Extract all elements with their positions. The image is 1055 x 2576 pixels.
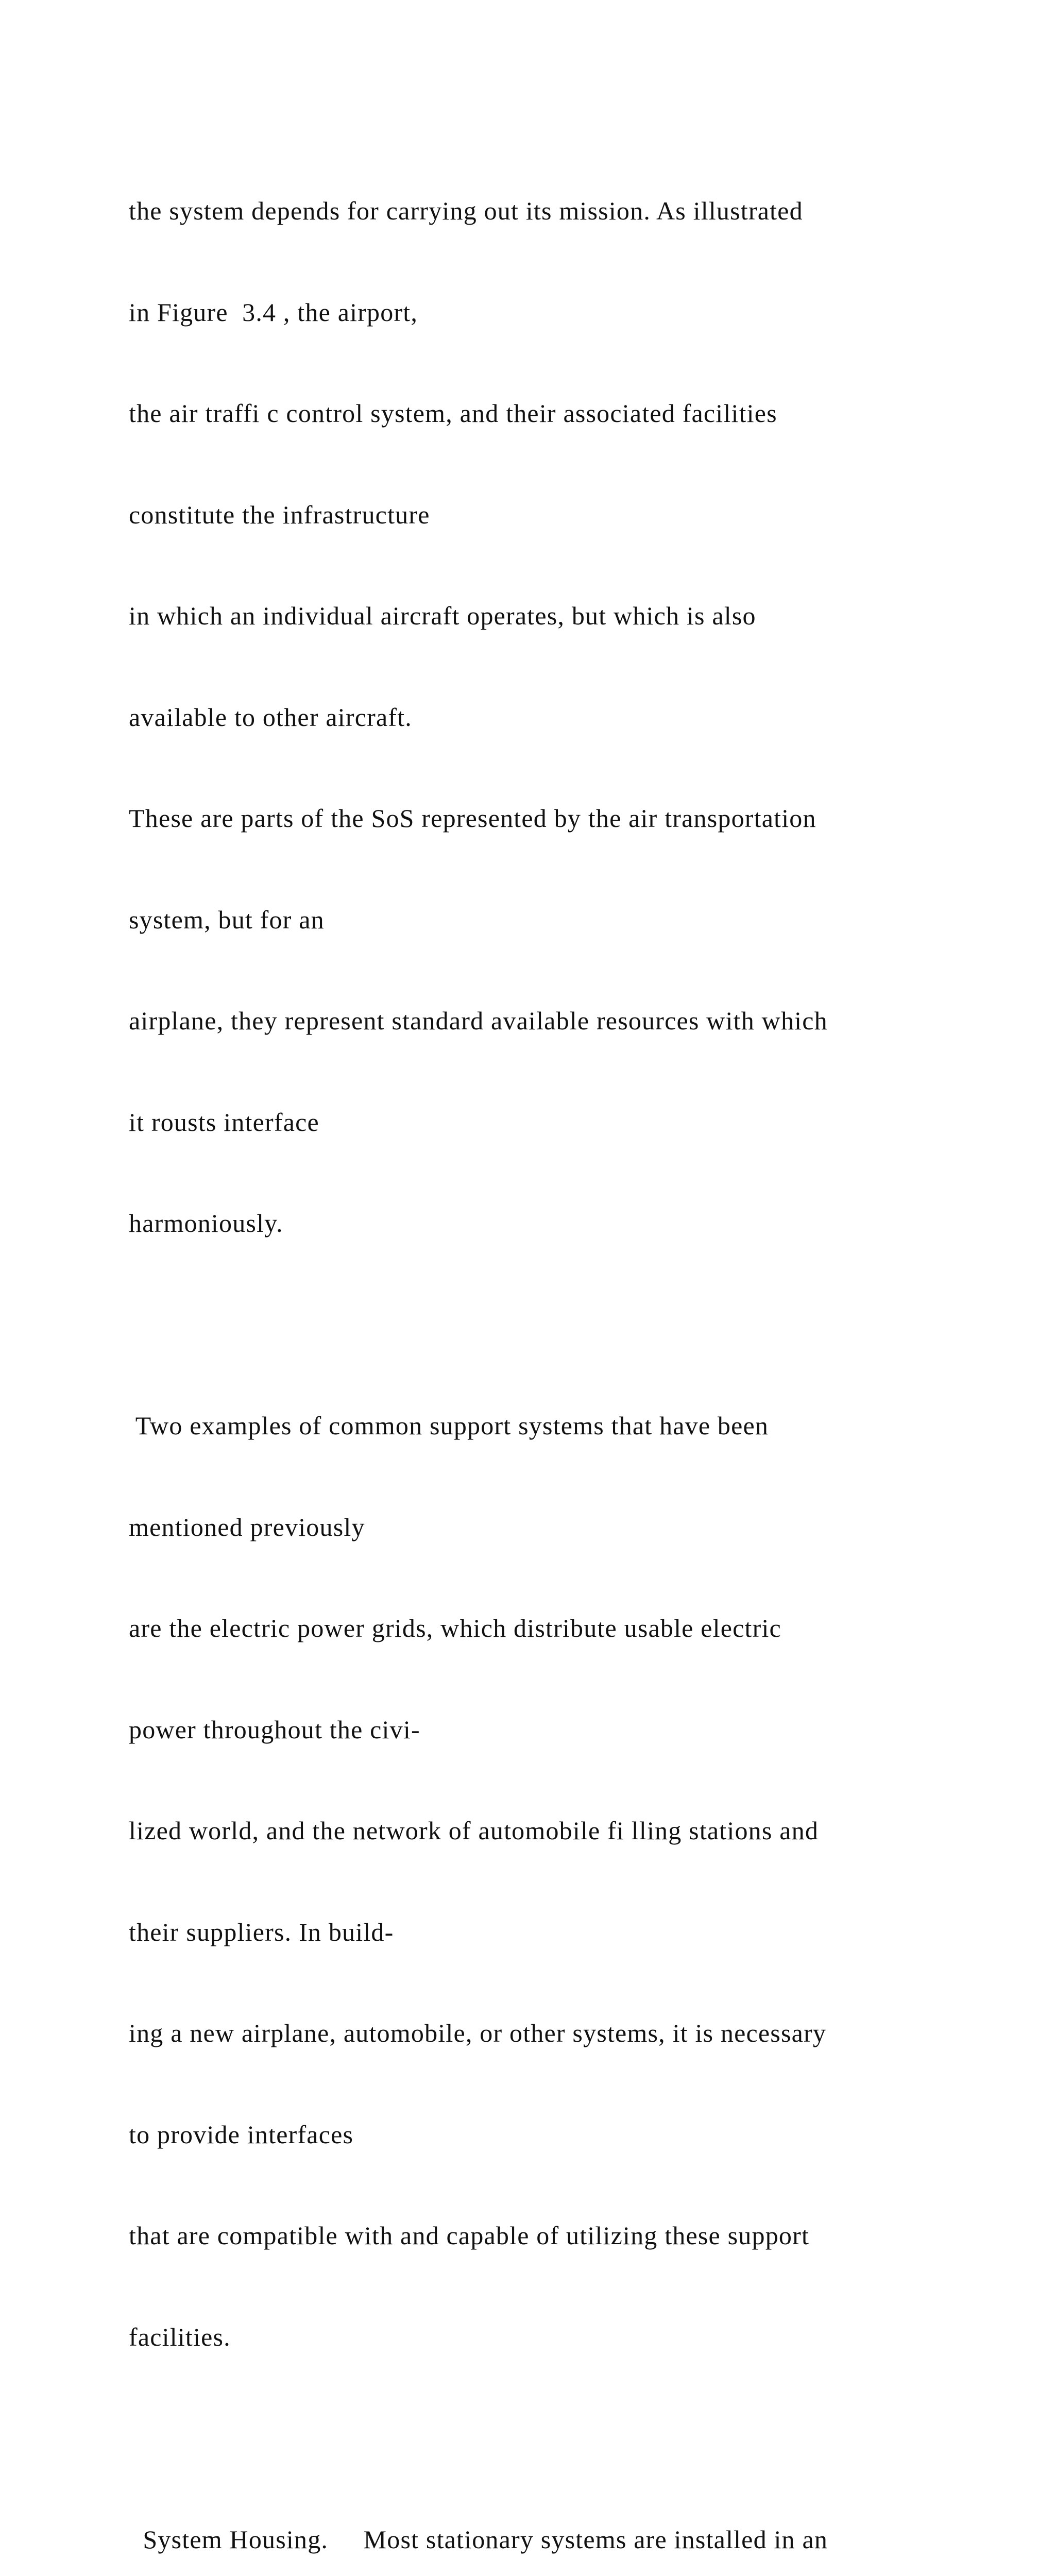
text-line: to provide interfaces <box>129 2120 354 2149</box>
text-line: ing a new airplane, automobile, or other systems, it is necessary <box>129 2019 827 2047</box>
body-text <box>129 127 1005 2576</box>
text-line: system, but for an <box>129 905 325 934</box>
text-line: that are compatible with and capable of utilizing these support <box>129 2221 810 2250</box>
text-line: System Housing. Most stationary systems are installed in an <box>129 2524 828 2554</box>
text-line: in which an individual aircraft operates, but which is also <box>129 601 756 630</box>
text-line: the air traffi c control system, and their associated facilities <box>129 399 777 428</box>
text-line: constitute the infrastructure <box>129 500 430 529</box>
text-line: Two examples of common support systems that have been <box>129 1411 769 1440</box>
paragraph-break <box>129 1308 1005 1342</box>
text-line: These are parts of the SoS represented by the air transportation <box>129 804 816 833</box>
text-line: available to other aircraft. <box>129 702 412 732</box>
text-line: facilities. <box>129 2322 231 2351</box>
text-line: power throughout the civi- <box>129 1715 420 1744</box>
text-line: the system depends for carrying out its mission. As illustrated <box>129 196 803 225</box>
paragraph-break <box>129 2421 1005 2455</box>
text-line: are the electric power grids, which distribute usable electric <box>129 1614 781 1642</box>
text-line: airplane, they represent standard available resources with which <box>129 1006 828 1035</box>
text-line: it rousts interface <box>129 1107 319 1137</box>
text-line: in Figure 3.4 , the airport, <box>129 297 418 327</box>
text-line: lized world, and the network of automobile fi lling stations and <box>129 1816 819 1845</box>
text-line: mentioned previously <box>129 1512 365 1541</box>
text-line: their suppliers. In build- <box>129 1917 394 1946</box>
text-line: harmoniously. <box>129 1209 283 1238</box>
